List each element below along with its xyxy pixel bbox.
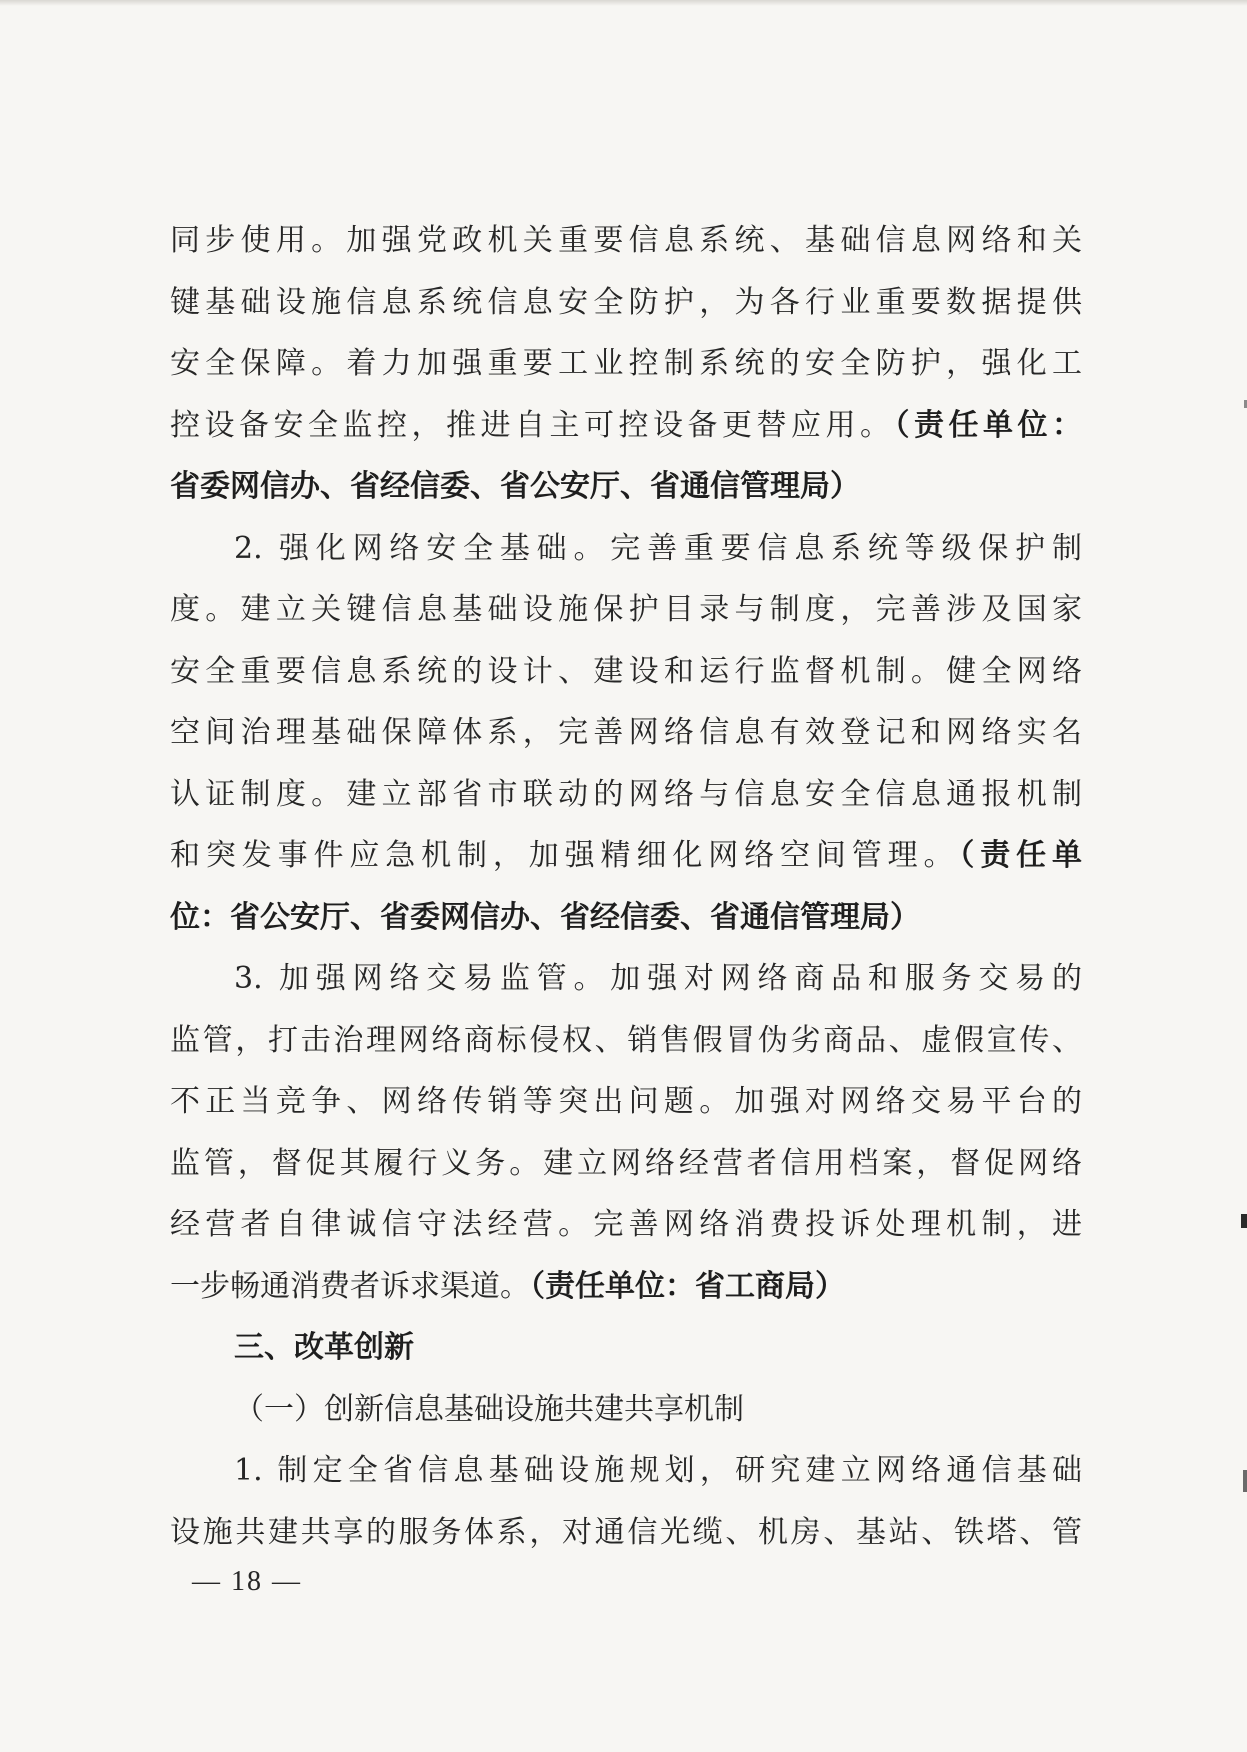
text-line — [170, 887, 1082, 949]
text-line: 监管，督促其履行义务。建立网络经营者信用档案，督促网络 — [170, 1145, 1082, 1181]
text-line: 1. 制定全省信息基础设施规划，研究建立网络通信基础 — [234, 1453, 1082, 1488]
responsibility-note: （责任单位：省工商局） — [530, 1268, 845, 1304]
scan-top-edge — [0, 0, 1247, 6]
text-line: 2. 强化网络安全基础。完善重要信息系统等级保护制 — [234, 530, 1082, 566]
responsibility-note: （责任单位： — [894, 407, 1082, 443]
responsibility-note: （责任单 — [959, 838, 1082, 873]
text-line: 认证制度。建立部省市联动的网络与信息安全信息通报机制 — [170, 776, 1082, 812]
page-number: — 18 — — [192, 1566, 302, 1597]
scan-edge-mark — [1241, 1214, 1247, 1228]
text-line: 设施共建共享的服务体系，对通信光缆、机房、基站、铁塔、管 — [170, 1514, 1082, 1550]
scan-edge-mark — [1243, 1470, 1247, 1492]
section-heading: 三、改革创新 — [234, 1330, 414, 1365]
text-line: 同步使用。加强党政机关重要信息系统、基础信息网络和关 — [170, 223, 1082, 258]
text-line: 安全保障。着力加强重要工业控制系统的安全防护，强化工 — [170, 346, 1082, 381]
responsibility-note: 位：省公安厅、省委网信办、省经信委、省通信管理局） — [170, 899, 920, 935]
text-line: 监管，打击治理网络商标侵权、销售假冒伪劣商品、虚假宣传、 — [170, 1022, 1082, 1058]
text-line: 和突发事件应急机制，加强精细化网络空间管理。（责任单 — [170, 838, 1082, 873]
text-line: 不正当竞争、网络传销等突出问题。加强对网络交易平台的 — [170, 1084, 1082, 1119]
text-line: 控设备安全监控，推进自主可控设备更替应用。（责任单位： — [170, 407, 1082, 443]
body-text — [170, 210, 1082, 1563]
text-line: 3. 加强网络交易监管。加强对网络商品和服务交易的 — [234, 961, 1082, 996]
text-line: 一步畅通消费者诉求渠道。（责任单位：省工商局） — [170, 1268, 845, 1304]
text-line: 安全重要信息系统的设计、建设和运行监督机制。健全网络 — [170, 653, 1082, 689]
text-line: 度。建立关键信息基础设施保护目录与制度，完善涉及国家 — [170, 592, 1082, 627]
text-line — [170, 456, 1082, 518]
responsibility-note: 省委网信办、省经信委、省公安厅、省通信管理局） — [170, 469, 860, 504]
text-line: 空间治理基础保障体系，完善网络信息有效登记和网络实名 — [170, 715, 1082, 750]
text-line: 键基础设施信息系统信息安全防护，为各行业重要数据提供 — [170, 284, 1082, 320]
sub-heading: （一）创新信息基础设施共建共享机制 — [234, 1391, 744, 1427]
text-line: 经营者自律诚信守法经营。完善网络消费投诉处理机制，进 — [170, 1207, 1082, 1242]
